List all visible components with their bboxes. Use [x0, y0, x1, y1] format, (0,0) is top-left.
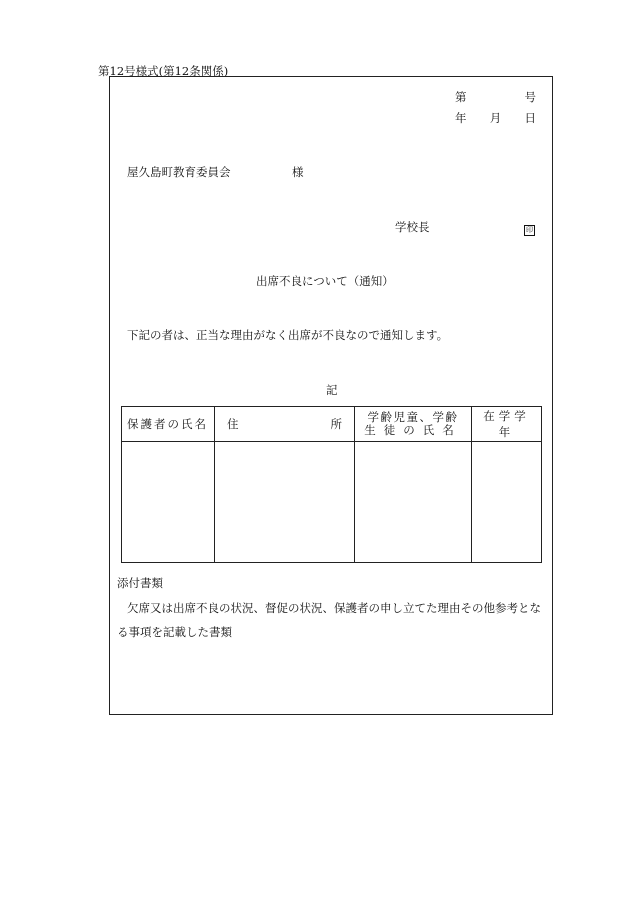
col4-text: 在学学年 [483, 409, 530, 439]
student-name-cell [355, 442, 472, 563]
number-prefix: 第 [455, 90, 467, 104]
header-address [215, 407, 355, 442]
table-row [122, 442, 542, 563]
guardian-name-cell [122, 442, 215, 563]
document-title: 出席不良について（通知） [256, 274, 394, 288]
sender-title: 学校長 [395, 220, 430, 234]
col3-line2: 生徒の氏名 [364, 423, 462, 437]
date-year: 年 [455, 111, 467, 125]
attachment-heading: 添付書類 [117, 576, 163, 590]
ki-label: 記 [326, 383, 338, 397]
header-student-name [355, 407, 472, 442]
student-table [121, 406, 542, 563]
col2-left-text: 住 [227, 417, 239, 431]
col3-line1: 学齢児童、学齢 [367, 410, 459, 424]
attachment-line-1: 欠席又は出席不良の状況、督促の状況、保護者の申し立てた理由その他参考とな [127, 601, 541, 615]
body-text: 下記の者は、正当な理由がなく出席が不良なので通知します。 [127, 328, 449, 342]
grade-cell [472, 442, 542, 563]
header-grade [472, 407, 542, 442]
addressee-honorific: 様 [292, 165, 304, 179]
seal-icon: 印 [526, 226, 533, 234]
document-number [455, 89, 536, 105]
document-date [455, 110, 536, 126]
date-day: 日 [524, 111, 536, 125]
table-header-row [122, 407, 542, 442]
number-suffix: 号 [524, 90, 536, 104]
form-number-label: 第12号様式(第12条関係) [98, 64, 229, 78]
header-guardian-name [122, 407, 215, 442]
header-guardian-name-text [127, 416, 209, 432]
attachment-line-2: る事項を記載した書類 [117, 625, 232, 639]
address-cell [215, 442, 355, 563]
addressee-name: 屋久島町教育委員会 [127, 165, 231, 179]
col2-right-text: 所 [330, 417, 342, 431]
date-month: 月 [489, 111, 502, 125]
seal-mark [524, 220, 535, 239]
col1-text: 保護者の氏名 [127, 417, 208, 431]
